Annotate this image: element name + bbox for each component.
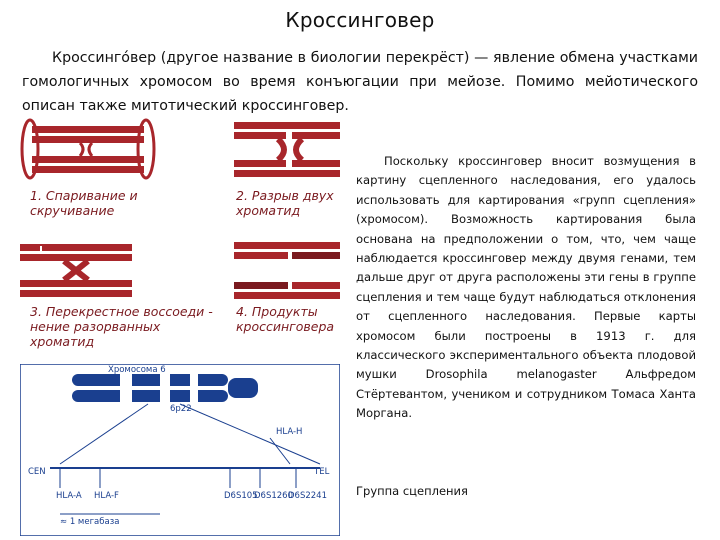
step3-line3: хроматид bbox=[30, 334, 95, 349]
step3-line2: нение разорванных bbox=[30, 319, 161, 334]
step2-line1: 2. Разрыв двух bbox=[236, 188, 334, 203]
step4-line2: кроссинговера bbox=[236, 319, 335, 334]
scale-label: ≈ 1 мегабаза bbox=[60, 517, 120, 527]
band-label: 6p22 bbox=[170, 404, 192, 414]
panel-pairing bbox=[22, 120, 154, 178]
page-title: Кроссинговер bbox=[285, 8, 435, 32]
step3-line1: 3. Перекрестное воссоеди - bbox=[30, 304, 213, 319]
side-paragraph: Поскольку кроссинговер вносит возмущения в картину сцепленного наследования, его удалось использовать для картирования «групп сцепления» (хромосом). Возможность картирования была основана на предположении о том, что, чем чаще наблюдается кроссинговер между двумя генами, тем дальше друг от друга расположены эти гены в группе сцепления и тем чаще будут наблюдаться отклонения от сцепленного наследования. Первые карты хромосом были построены в 1913 г. для классического экспериментального объекта плодовой мушки Drosophila melanogaster Альфредом Стёртевантом, учеником и сотрудником Томаса Ханта Моргана. bbox=[356, 154, 696, 421]
cen-label: CEN bbox=[28, 467, 46, 477]
d6s2241-label: D6S2241 bbox=[288, 491, 327, 501]
d6s105-label: D6S105 bbox=[224, 491, 258, 501]
panel-rejoin bbox=[20, 244, 132, 297]
panel-break bbox=[234, 122, 340, 177]
hla-f-label: HLA-F bbox=[94, 491, 119, 501]
d6s1260-label: D6S1260 bbox=[254, 491, 293, 501]
hla-a-label: HLA-A bbox=[56, 491, 82, 501]
step1-line1: 1. Спаривание и bbox=[30, 188, 138, 203]
crossing-over-diagram bbox=[20, 118, 340, 358]
intro-paragraph: Кроссинго́вер (другое название в биологии перекрёст) — явление обмена участками гомологичных хромосом во время конъюгации при мейозе. Помимо мейотического описан также митотический кроссинговер. bbox=[22, 50, 698, 114]
chromosome-label: Хромосома 6 bbox=[108, 365, 166, 375]
step1-line2: скручивание bbox=[30, 203, 115, 218]
tel-label: TEL bbox=[314, 467, 330, 477]
figure-caption: Группа сцепления bbox=[356, 484, 468, 498]
step2-line2: хроматид bbox=[236, 203, 301, 218]
hla-h-label: HLA-H bbox=[276, 427, 303, 437]
step4-line1: 4. Продукты bbox=[236, 304, 318, 319]
chromosome-map bbox=[20, 364, 340, 536]
panel-products bbox=[234, 242, 340, 299]
